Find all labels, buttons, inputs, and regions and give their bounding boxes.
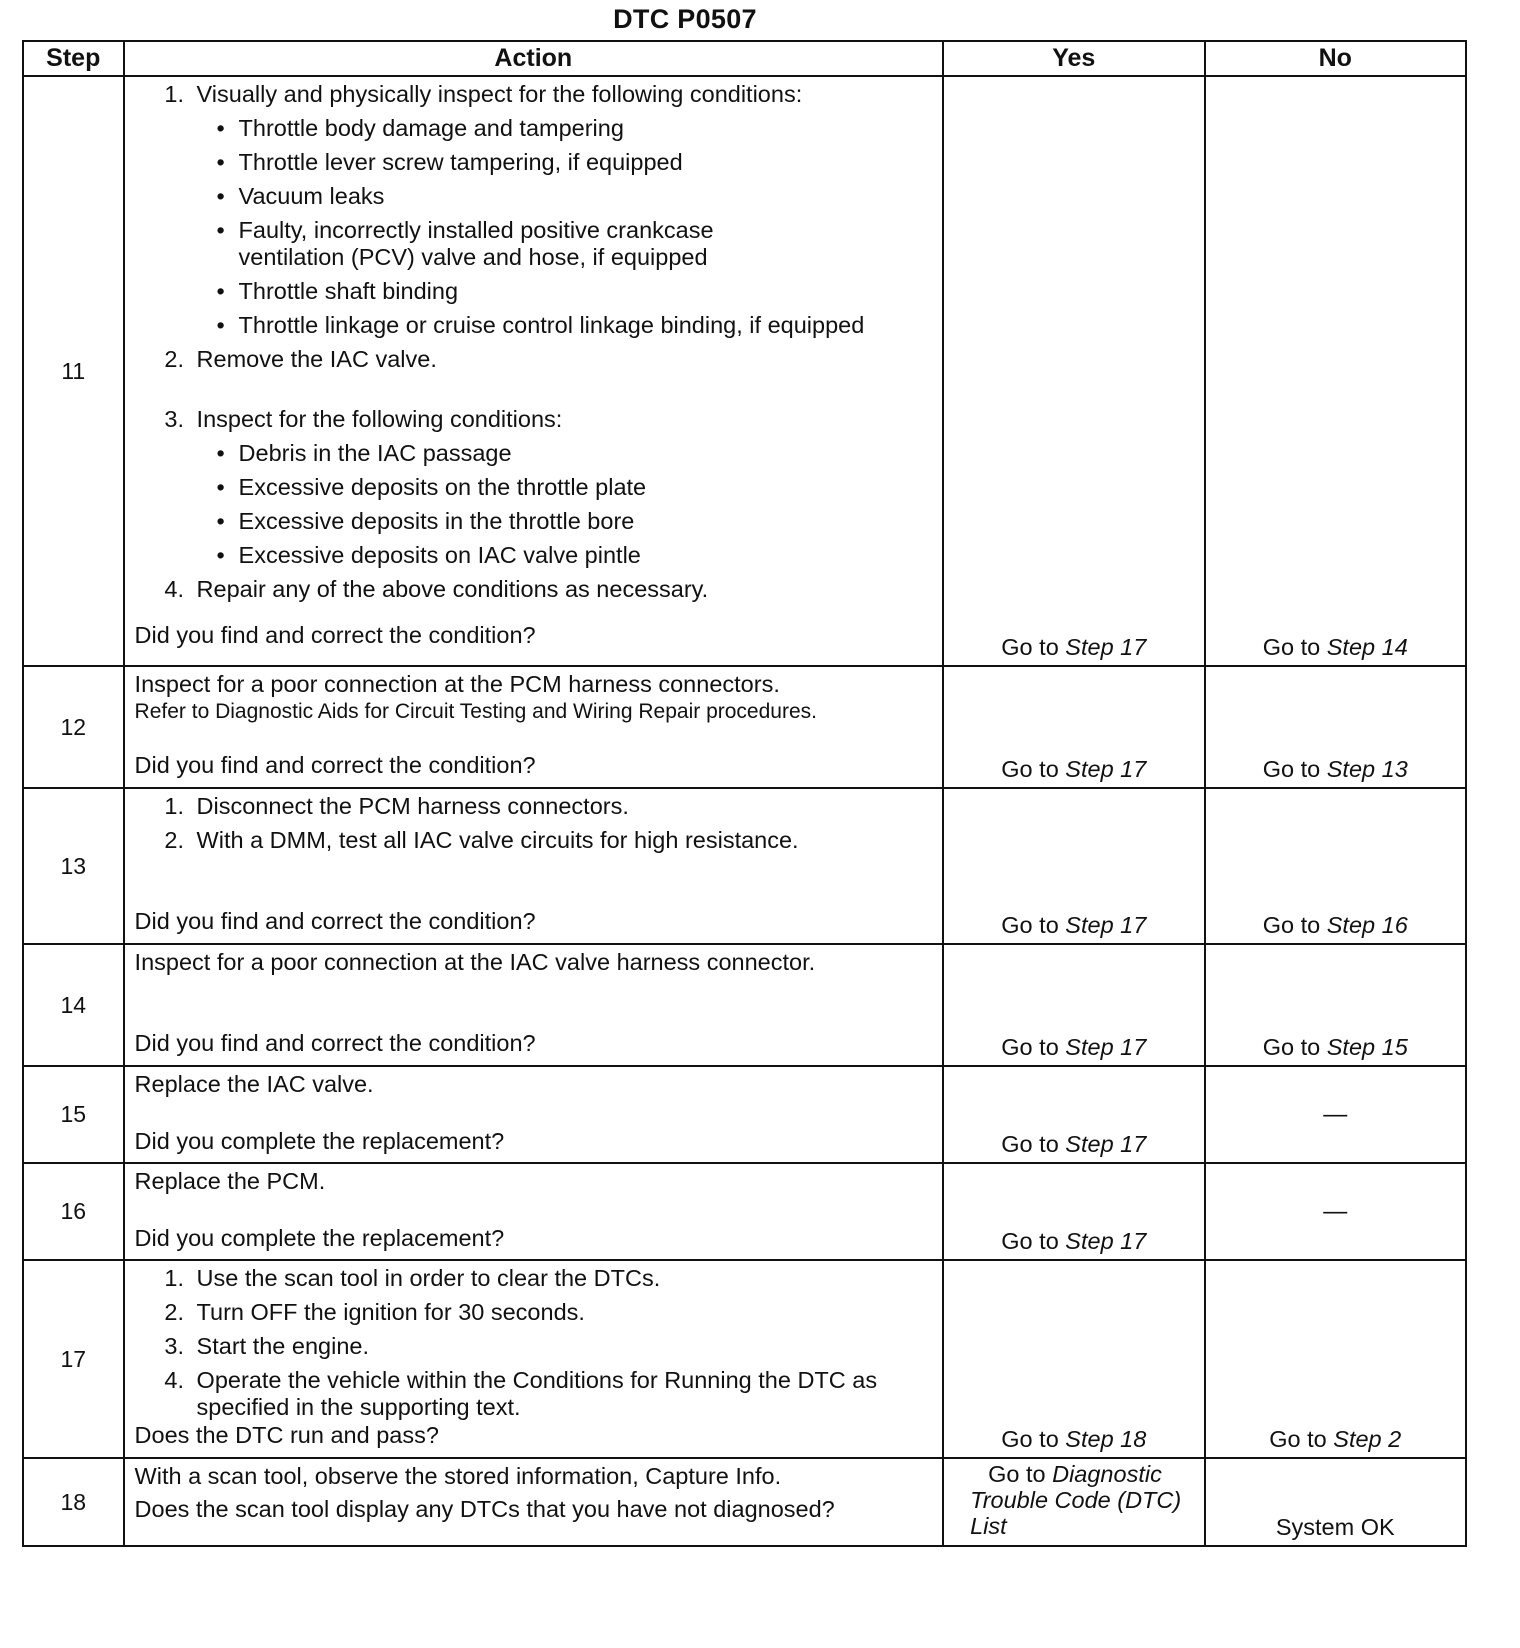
numbered-steps	[135, 1265, 935, 1421]
action-cell	[124, 76, 944, 666]
list-item: 2. With a DMM, test all IAC valve circuits for high resistance.	[191, 827, 935, 854]
yes-result: Go to Step 18	[943, 1260, 1204, 1458]
header-step: Step	[23, 41, 124, 76]
yes-result: Go to Step 17	[943, 1066, 1204, 1163]
question: Did you find and correct the condition?	[134, 752, 536, 778]
yes-result: Go to Step 17	[943, 788, 1204, 944]
table-row-step-18	[23, 1458, 1466, 1546]
list-item: 1. Visually and physically inspect for the following conditions: • Throttle body damage and tampering • Throttle lever screw tampering, if equipped • Vacuum leaks • Faulty, incorrectly installed positive crankcase ventilation (PCV) valve and hose, if equipped • Throttle shaft binding • Throttle linkage or cruise control linkage binding, if equipped	[191, 81, 935, 339]
list-item: • Excessive deposits in the throttle bore	[239, 508, 935, 535]
action-cell	[124, 1260, 944, 1458]
step-number: 17	[23, 1260, 124, 1458]
question: Does the scan tool display any DTCs that you have not diagnosed?	[134, 1496, 835, 1522]
step-number: 14	[23, 944, 124, 1066]
list-item: 2. Remove the IAC valve.	[191, 346, 935, 373]
no-result: —	[1205, 1066, 1466, 1163]
document-title: DTC P0507	[613, 4, 757, 34]
table-row-step-12	[23, 666, 1466, 788]
table-row-step-17	[23, 1260, 1466, 1458]
list-item: 4. Repair any of the above conditions as necessary.	[191, 576, 935, 603]
table-row-step-11	[23, 76, 1466, 666]
list-item: • Vacuum leaks	[239, 183, 935, 210]
no-result: Go to Step 13	[1205, 666, 1466, 788]
header-action: Action	[124, 41, 944, 76]
question: Did you find and correct the condition?	[134, 622, 536, 648]
step-number: 13	[23, 788, 124, 944]
list-item: 3. Start the engine.	[191, 1333, 935, 1360]
list-item: • Throttle shaft binding	[239, 278, 935, 305]
numbered-steps	[135, 81, 935, 610]
step-number: 16	[23, 1163, 124, 1260]
no-result: Go to Step 14	[1205, 76, 1466, 666]
table-row-step-14	[23, 944, 1466, 1066]
question: Did you find and correct the condition?	[134, 1030, 536, 1056]
action-cell	[124, 1458, 944, 1546]
list-item: 3. Inspect for the following conditions: • Debris in the IAC passage • Excessive deposits on the throttle plate • Excessive deposits in the throttle bore • Excessive deposits on IAC valve pintle	[191, 406, 935, 569]
no-result: Go to Step 16	[1205, 788, 1466, 944]
no-result: Go to Step 2	[1205, 1260, 1466, 1458]
numbered-steps	[135, 793, 935, 861]
action-cell	[124, 666, 944, 788]
diagnostic-table	[22, 40, 1467, 1547]
question: Did you complete the replacement?	[134, 1225, 505, 1251]
action-text: Replace the PCM.	[134, 1168, 326, 1194]
action-text: Replace the IAC valve.	[134, 1071, 374, 1097]
question: Does the DTC run and pass?	[134, 1422, 439, 1448]
header-no: No	[1205, 41, 1466, 76]
list-item: • Throttle linkage or cruise control linkage binding, if equipped	[239, 312, 935, 339]
yes-result: Go to Step 17	[943, 1163, 1204, 1260]
action-cell	[124, 1066, 944, 1163]
step-number: 12	[23, 666, 124, 788]
table-header-row	[23, 41, 1466, 76]
step-number: 15	[23, 1066, 124, 1163]
action-text: Inspect for a poor connection at the PCM harness connectors.	[134, 671, 780, 697]
list-item: • Excessive deposits on the throttle plate	[239, 474, 935, 501]
table-row-step-13	[23, 788, 1466, 944]
action-cell	[124, 944, 944, 1066]
list-item: • Faulty, incorrectly installed positive crankcase ventilation (PCV) valve and hose, if equipped	[239, 217, 759, 271]
action-cell	[124, 1163, 944, 1260]
no-result: —	[1205, 1163, 1466, 1260]
list-item: 1. Use the scan tool in order to clear the DTCs.	[191, 1265, 935, 1292]
header-yes: Yes	[943, 41, 1204, 76]
condition-list	[197, 115, 935, 339]
list-item: • Throttle lever screw tampering, if equipped	[239, 149, 935, 176]
action-cell	[124, 788, 944, 944]
yes-result: Go to Step 17	[943, 76, 1204, 666]
list-item: 2. Turn OFF the ignition for 30 seconds.	[191, 1299, 935, 1326]
question: Did you complete the replacement?	[134, 1128, 505, 1154]
table-row-step-15	[23, 1066, 1466, 1163]
action-text: Inspect for a poor connection at the IAC valve harness connector.	[134, 949, 816, 975]
step-number: 11	[23, 76, 124, 666]
yes-result: Go to Step 17	[943, 944, 1204, 1066]
question: Did you find and correct the condition?	[134, 908, 536, 934]
list-item: 4. Operate the vehicle within the Conditions for Running the DTC as specified in the supporting text.	[191, 1367, 897, 1421]
list-item: • Debris in the IAC passage	[239, 440, 935, 467]
list-item: • Excessive deposits on IAC valve pintle	[239, 542, 935, 569]
step-number: 18	[23, 1458, 124, 1546]
list-item: 1. Disconnect the PCM harness connectors.	[191, 793, 935, 820]
yes-result: Go to Step 17	[943, 666, 1204, 788]
list-item: • Throttle body damage and tampering	[239, 115, 935, 142]
table-row-step-16	[23, 1163, 1466, 1260]
no-result: System OK	[1205, 1458, 1466, 1546]
condition-list	[197, 440, 935, 569]
action-text: Refer to Diagnostic Aids for Circuit Testing and Wiring Repair procedures.	[134, 700, 817, 723]
no-result: Go to Step 15	[1205, 944, 1466, 1066]
action-text: With a scan tool, observe the stored information, Capture Info.	[134, 1463, 782, 1489]
yes-result: Go to Diagnostic Trouble Code (DTC) List	[943, 1458, 1204, 1546]
